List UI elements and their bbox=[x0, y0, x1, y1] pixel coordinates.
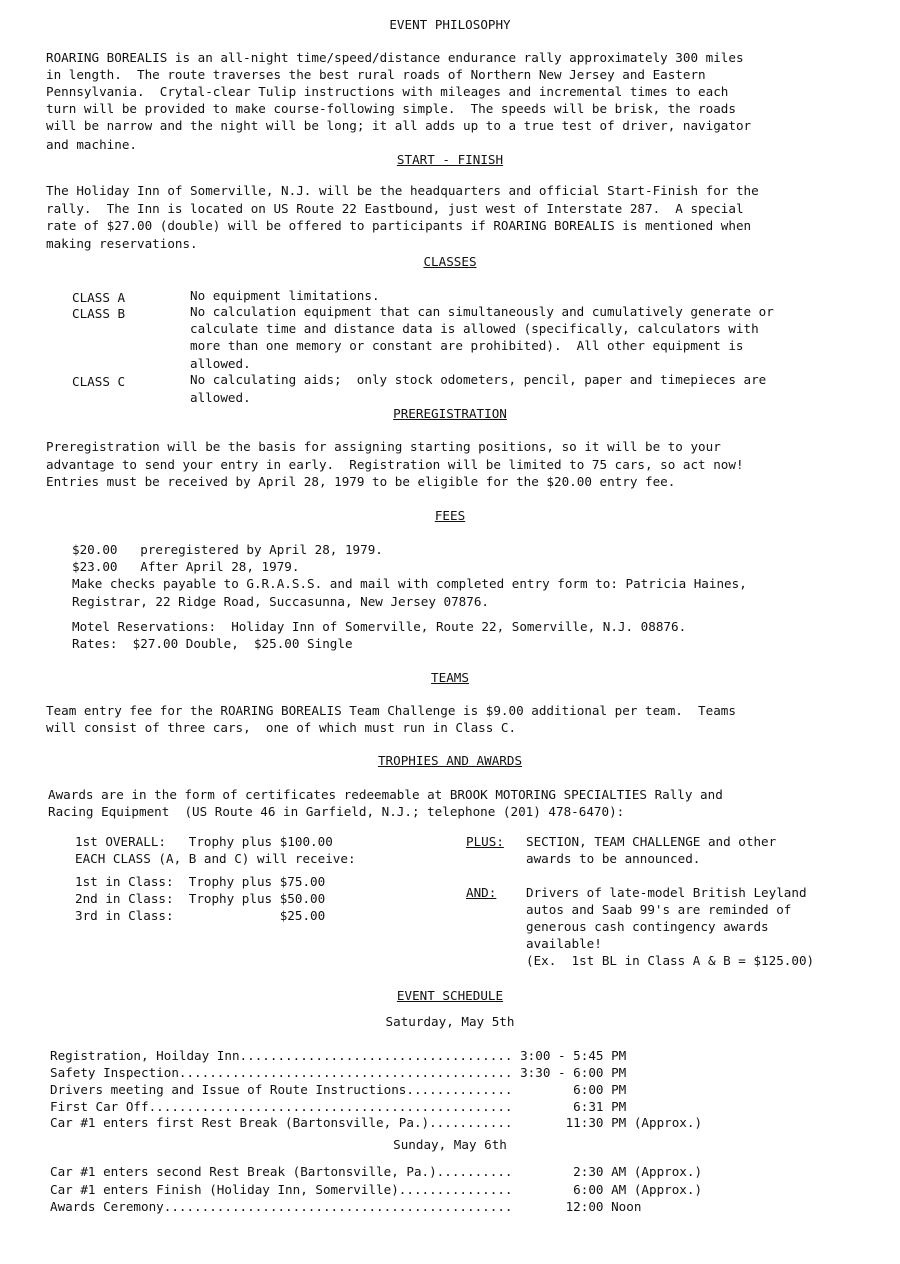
and-line: autos and Saab 99's are reminded of bbox=[526, 902, 792, 917]
preregistration-heading: PREREGISTRATION bbox=[393, 406, 507, 421]
schedule-item: Car #1 enters first Rest Break (Bartonsville, Pa.)........... 11:30 PM (Approx.) bbox=[50, 1115, 703, 1130]
and-line: Drivers of late-model British Leyland bbox=[526, 885, 807, 900]
fee-instructions: Registrar, 22 Ridge Road, Succasunna, New Jersey 07876. bbox=[72, 594, 490, 609]
class-name: CLASS B bbox=[72, 306, 126, 321]
class-name: CLASS C bbox=[72, 374, 126, 389]
schedule-item: Car #1 enters second Rest Break (Bartonsville, Pa.).......... 2:30 AM (Approx.) bbox=[50, 1164, 703, 1179]
award-overall: 1st OVERALL: Trophy plus $100.00 bbox=[75, 834, 333, 849]
and-line: generous cash contingency awards bbox=[526, 919, 769, 934]
preregistration-line: Entries must be received by April 28, 1979 to be eligible for the $20.00 entry fee. bbox=[46, 474, 676, 489]
class-description: more than one memory or constant are prohibited). All other equipment is bbox=[190, 338, 744, 353]
start-finish-heading: START - FINISH bbox=[396, 152, 504, 167]
award-class-intro: EACH CLASS (A, B and C) will receive: bbox=[75, 851, 356, 866]
class-description: allowed. bbox=[190, 390, 251, 405]
motel-rates: Rates: $27.00 Double, $25.00 Single bbox=[72, 636, 353, 651]
start-finish-line: making reservations. bbox=[46, 236, 198, 251]
fee-line: $20.00 preregistered by April 28, 1979. bbox=[72, 542, 383, 557]
schedule-item: Drivers meeting and Issue of Route Instructions.............. 6:00 PM bbox=[50, 1082, 627, 1097]
classes-heading: CLASSES bbox=[423, 254, 477, 269]
philosophy-line: Pennsylvania. Crytal-clear Tulip instructions with mileages and incremental times to each bbox=[46, 84, 729, 99]
philosophy-line: turn will be provided to make course-following simple. The speeds will be brisk, the roads bbox=[46, 101, 736, 116]
class-description: calculate time and distance data is allowed (specifically, calculators with bbox=[190, 321, 759, 336]
philosophy-line: and machine. bbox=[46, 137, 137, 152]
fee-line: $23.00 After April 28, 1979. bbox=[72, 559, 300, 574]
plus-label: PLUS: bbox=[466, 834, 504, 849]
awards-line: Racing Equipment (US Route 46 in Garfield, N.J.; telephone (201) 478-6470): bbox=[48, 804, 625, 819]
philosophy-line: will be narrow and the night will be long; it all adds up to a true test of driver, navigator bbox=[46, 118, 752, 133]
start-finish-line: rally. The Inn is located on US Route 22 Eastbound, just west of Interstate 287. A special bbox=[46, 201, 744, 216]
preregistration-line: advantage to send your entry in early. Registration will be limited to 75 cars, so act now! bbox=[46, 457, 744, 472]
schedule-item: Safety Inspection............................................ 3:30 - 6:00 PM bbox=[50, 1065, 627, 1080]
and-example: (Ex. 1st BL in Class A & B = $125.00) bbox=[526, 953, 815, 968]
teams-line: Team entry fee for the ROARING BOREALIS Team Challenge is $9.00 additional per team. Teams bbox=[46, 703, 736, 718]
awards-heading: TROPHIES AND AWARDS bbox=[377, 753, 523, 768]
schedule-day-saturday: Saturday, May 5th bbox=[385, 1014, 515, 1029]
award-class-third: 3rd in Class: $25.00 bbox=[75, 908, 326, 923]
philosophy-line: ROARING BOREALIS is an all-night time/speed/distance endurance rally approximately 300 miles bbox=[46, 50, 744, 65]
teams-line: will consist of three cars, one of which must run in Class C. bbox=[46, 720, 517, 735]
start-finish-line: The Holiday Inn of Somerville, N.J. will be the headquarters and official Start-Finish for the bbox=[46, 183, 759, 198]
schedule-heading: EVENT SCHEDULE bbox=[396, 988, 504, 1003]
fees-heading: FEES bbox=[434, 508, 466, 523]
and-line: available! bbox=[526, 936, 602, 951]
class-description: No calculating aids; only stock odometers, pencil, paper and timepieces are bbox=[190, 372, 767, 387]
plus-line: awards to be announced. bbox=[526, 851, 701, 866]
and-label: AND: bbox=[466, 885, 497, 900]
start-finish-line: rate of $27.00 (double) will be offered to participants if ROARING BOREALIS is mentioned when bbox=[46, 218, 752, 233]
schedule-item: Awards Ceremony.............................................. 12:00 Noon bbox=[50, 1199, 642, 1214]
teams-heading: TEAMS bbox=[431, 670, 469, 685]
class-description: No equipment limitations. bbox=[190, 288, 380, 303]
awards-line: Awards are in the form of certificates redeemable at BROOK MOTORING SPECIALTIES Rally and bbox=[48, 787, 723, 802]
schedule-day-sunday: Sunday, May 6th bbox=[393, 1137, 507, 1152]
plus-line: SECTION, TEAM CHALLENGE and other bbox=[526, 834, 777, 849]
event-philosophy-heading: EVENT PHILOSOPHY bbox=[389, 17, 511, 32]
fee-instructions: Make checks payable to G.R.A.S.S. and mail with completed entry form to: Patricia Haines, bbox=[72, 576, 747, 591]
class-description: allowed. bbox=[190, 356, 251, 371]
preregistration-line: Preregistration will be the basis for assigning starting positions, so it will be to your bbox=[46, 439, 721, 454]
schedule-item: Car #1 enters Finish (Holiday Inn, Somerville)............... 6:00 AM (Approx.) bbox=[50, 1182, 703, 1197]
philosophy-line: in length. The route traverses the best rural roads of Northern New Jersey and Eastern bbox=[46, 67, 706, 82]
class-description: No calculation equipment that can simultaneously and cumulatively generate or bbox=[190, 304, 774, 319]
award-class-second: 2nd in Class: Trophy plus $50.00 bbox=[75, 891, 326, 906]
award-class-first: 1st in Class: Trophy plus $75.00 bbox=[75, 874, 326, 889]
motel-reservations: Motel Reservations: Holiday Inn of Somerville, Route 22, Somerville, N.J. 08876. bbox=[72, 619, 687, 634]
schedule-item: Registration, Hoilday Inn.................................... 3:00 - 5:45 PM bbox=[50, 1048, 627, 1063]
class-name: CLASS A bbox=[72, 290, 126, 305]
schedule-item: First Car Off................................................ 6:31 PM bbox=[50, 1099, 627, 1114]
